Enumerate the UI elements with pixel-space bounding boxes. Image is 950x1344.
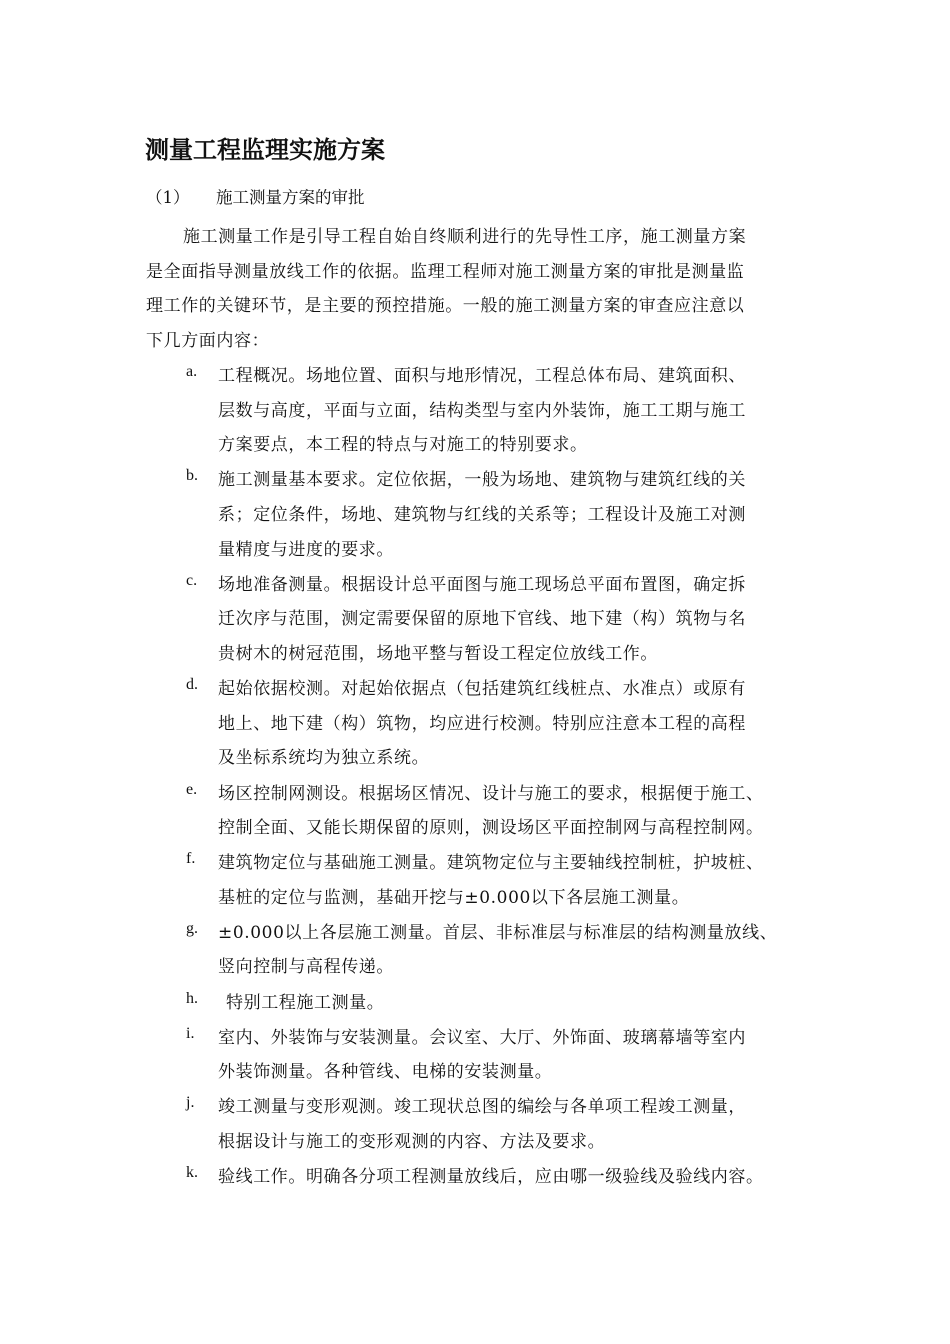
list-item-line: 系；定位条件，场地、建筑物与红线的关系等；工程设计及施工对测 bbox=[218, 505, 746, 525]
list-item-line: 施工测量基本要求。定位依据，一般为场地、建筑物与建筑红线的关 bbox=[218, 470, 746, 490]
list-item-line: 根据设计与施工的变形观测的内容、方法及要求。 bbox=[218, 1132, 606, 1152]
list-item-line: 竣工测量与变形观测。竣工现状总图的编绘与各单项工程竣工测量， bbox=[218, 1097, 746, 1117]
intro-line: 下几方面内容： bbox=[146, 331, 270, 351]
intro-line: 理工作的关键环节，是主要的预控措施。一般的施工测量方案的审查应注意以 bbox=[146, 296, 745, 316]
list-item-line: 量精度与进度的要求。 bbox=[218, 540, 394, 560]
intro-line: 是全面指导测量放线工作的依据。监理工程师对施工测量方案的审批是测量监 bbox=[146, 262, 745, 282]
list-item-line: 层数与高度，平面与立面，结构类型与室内外装饰，施工工期与施工 bbox=[218, 401, 746, 421]
list-item-line: ±0.000以上各层施工测量。首层、非标准层与标准层的结构测量放线、 bbox=[218, 923, 778, 943]
list-item-line: 迁次序与范围，测定需要保留的原地下官线、地下建（构）筑物与名 bbox=[218, 609, 746, 629]
list-item-label: f. bbox=[186, 850, 196, 867]
list-item-label: e. bbox=[186, 781, 198, 798]
list-item-line: 地上、地下建（构）筑物，均应进行校测。特别应注意本工程的高程 bbox=[218, 714, 746, 734]
list-item-label: c. bbox=[186, 572, 198, 589]
list-item-line: 竖向控制与高程传递。 bbox=[218, 957, 394, 977]
list-item-line: 起始依据校测。对起始依据点（包括建筑红线桩点、水准点）或原有 bbox=[218, 679, 746, 699]
list-item-line: 贵树木的树冠范围，场地平整与暂设工程定位放线工作。 bbox=[218, 644, 658, 664]
list-item-label: d. bbox=[186, 676, 198, 693]
list-item-label: g. bbox=[186, 920, 198, 937]
list-item-line: 控制全面、又能长期保留的原则，测设场区平面控制网与高程控制网。 bbox=[218, 818, 764, 838]
list-item-line: 建筑物定位与基础施工测量。建筑物定位与主要轴线控制桩，护坡桩、 bbox=[218, 853, 764, 873]
list-item-label: k. bbox=[186, 1164, 198, 1181]
list-item-line: 验线工作。明确各分项工程测量放线后，应由哪一级验线及验线内容。 bbox=[218, 1167, 764, 1187]
list-item-line: 工程概况。场地位置、面积与地形情况，工程总体布局、建筑面积、 bbox=[218, 366, 746, 386]
list-item-label: h. bbox=[186, 990, 198, 1007]
list-item-line: 场地准备测量。根据设计总平面图与施工现场总平面布置图，确定拆 bbox=[218, 575, 746, 595]
list-item-line: 场区控制网测设。根据场区情况、设计与施工的要求，根据便于施工、 bbox=[218, 784, 764, 804]
list-item-line: 特别工程施工测量。 bbox=[226, 993, 385, 1013]
list-item-line: 基桩的定位与监测，基础开挖与±0.000以下各层施工测量。 bbox=[218, 888, 690, 908]
list-item-label: i. bbox=[186, 1025, 195, 1042]
document-title: 测量工程监理实施方案 bbox=[145, 136, 385, 164]
list-item-label: a. bbox=[186, 363, 198, 380]
list-item-line: 及坐标系统均为独立系统。 bbox=[218, 748, 430, 768]
list-item-line: 室内、外装饰与安装测量。会议室、大厅、外饰面、玻璃幕墙等室内 bbox=[218, 1028, 746, 1048]
section-heading bbox=[146, 184, 365, 208]
intro-line: 施工测量工作是引导工程自始自终顺利进行的先导性工序，施工测量方案 bbox=[183, 227, 747, 247]
section-heading-text: 施工测量方案的审批 bbox=[216, 188, 365, 207]
list-item-line: 方案要点，本工程的特点与对施工的特别要求。 bbox=[218, 435, 588, 455]
list-item-label: j. bbox=[186, 1094, 195, 1111]
section-number: （1） bbox=[146, 188, 190, 207]
list-item-line: 外装饰测量。各种管线、电梯的安装测量。 bbox=[218, 1062, 553, 1082]
list-item-label: b. bbox=[186, 467, 198, 484]
